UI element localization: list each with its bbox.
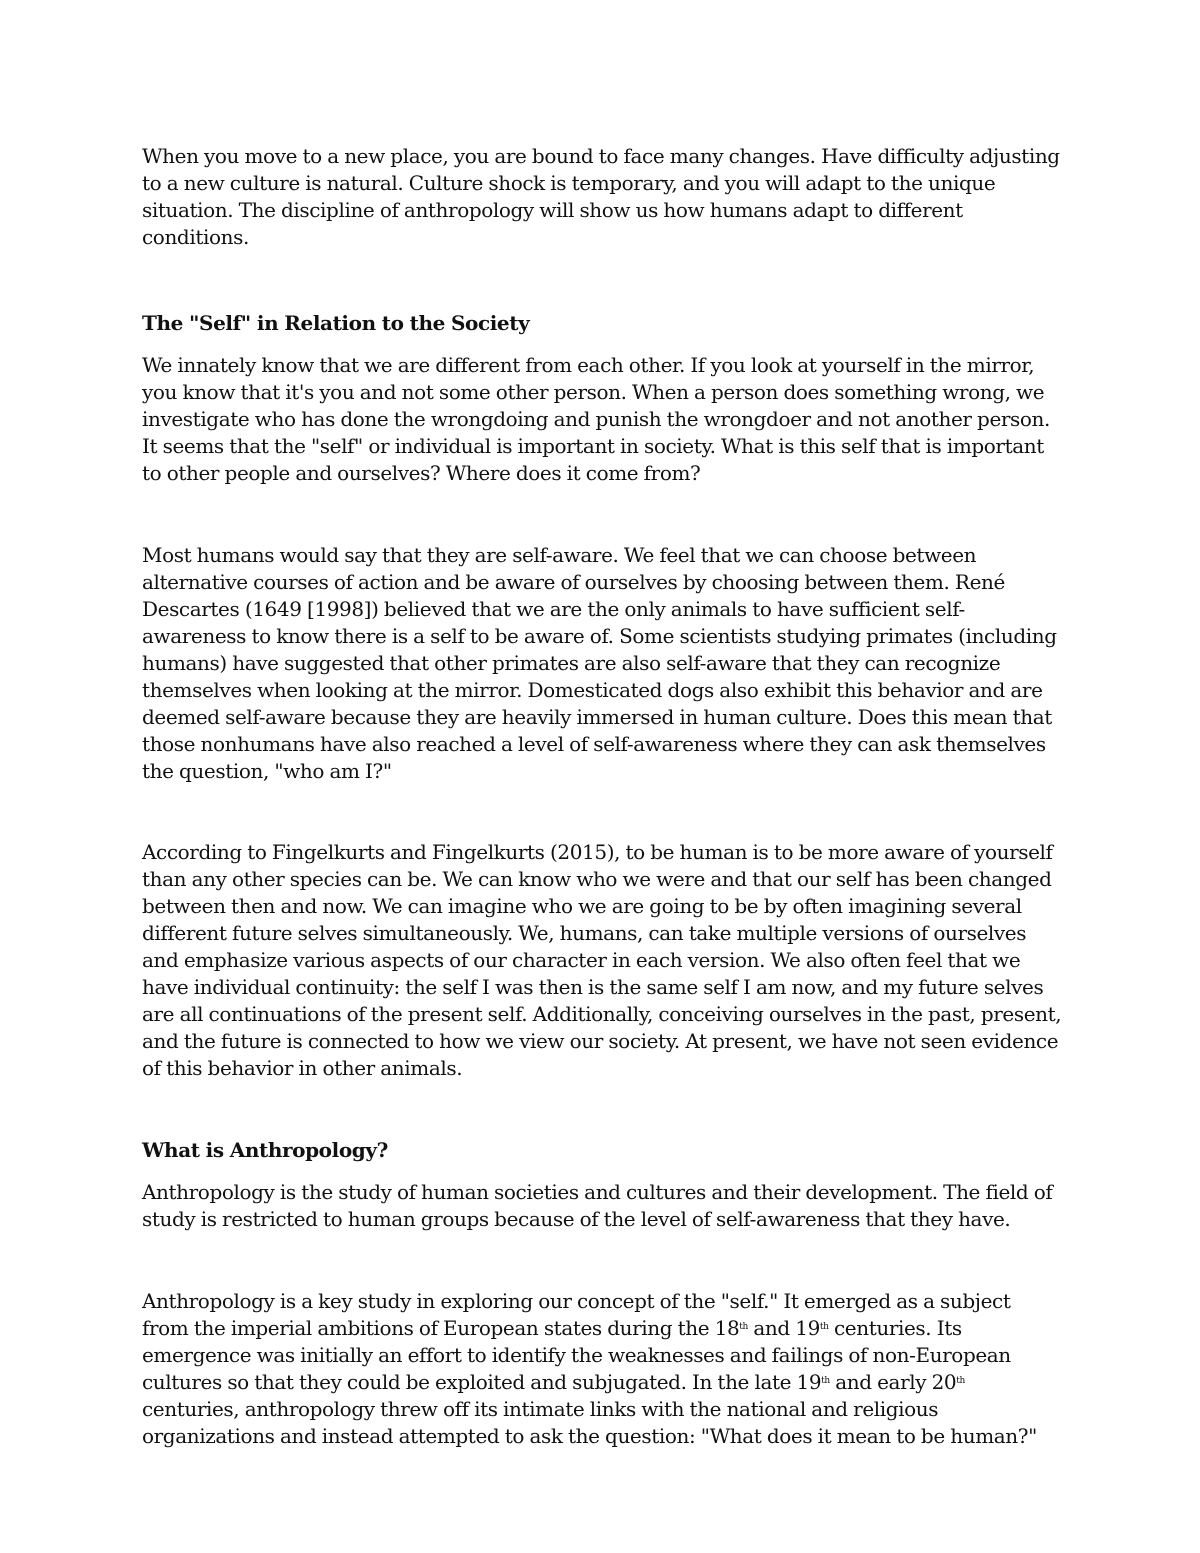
p2-text-5: centuries, anthropology threw off its intimate links with the national and religious organizations and instead attempted to ask the question: "What does it mean to be human?" xyxy=(142,1397,1037,1448)
ordinal-suffix: th xyxy=(956,1376,965,1386)
anthropology-paragraph-1: Anthropology is the study of human societies and cultures and their development. The field of study is restricted to human groups because of the level of self-awareness that they have. xyxy=(142,1180,1053,1231)
self-paragraph-1: We innately know that we are different from each other. If you look at yourself in the mirror, you know that it's you and not some other person. When a person does something wrong, we investigate who has done the wrongdoing and punish the wrongdoer and not another person. It seems that the "self" or individual is important in society. What is this self that is important to other people and ourselves? Where does it come from? xyxy=(142,353,1050,485)
ordinal-suffix: th xyxy=(739,1322,748,1332)
anthropology-paragraph-2 xyxy=(142,1288,1062,1450)
p2-text-3: centuries. Its emergence was initially an effort to identify the weaknesses and failings of non-European cultures so that they could be exploited and subjugated. In the late 19 xyxy=(142,1316,1011,1394)
intro-paragraph: When you move to a new place, you are bound to face many changes. Have difficulty adjusting to a new culture is natural. Culture shock is temporary, and you will adapt to the unique situation. The discipline of anthropology will show us how humans adapt to different conditions. xyxy=(142,144,1060,249)
document-page xyxy=(142,143,1062,1450)
section-heading-anthropology: What is Anthropology? xyxy=(142,1138,388,1162)
p2-text-4: and early 20 xyxy=(829,1370,957,1394)
self-paragraph-2: Most humans would say that they are self-aware. We feel that we can choose between alternative courses of action and be aware of ourselves by choosing between them. René Descartes (1649 [1998]) believed that we are the only animals to have sufficient self-awareness to know there is a self to be aware of. Some scientists studying primates (including humans) have suggested that other primates are also self-aware that they can recognize themselves when looking at the mirror. Domesticated dogs also exhibit this behavior and are deemed self-aware because they are heavily immersed in human culture. Does this mean that those nonhumans have also reached a level of self-awareness where they can ask themselves the question, "who am I?" xyxy=(142,543,1057,783)
p2-text-2: and 19 xyxy=(747,1316,820,1340)
p2-text-1: Anthropology is a key study in exploring our concept of the "self." It emerged as a subject from the imperial ambitions of European states during the 18 xyxy=(142,1289,1011,1340)
ordinal-suffix: th xyxy=(819,1322,829,1332)
section-heading-self: The "Self" in Relation to the Society xyxy=(142,311,530,335)
self-paragraph-3: According to Fingelkurts and Fingelkurts (2015), to be human is to be more aware of yourself than any other species can be. We can know who we were and that our self has been changed between then and now. We can imagine who we are going to be by often imagining several different future selves simultaneously. We, humans, can take multiple versions of ourselves and emphasize various aspects of our character in each version. We also often feel that we have individual continuity: the self I was then is the same self I am now, and my future selves are all continuations of the present self. Additionally, conceiving ourselves in the past, present, and the future is connected to how we view our society. At present, we have not seen evidence of this behavior in other animals. xyxy=(142,840,1062,1080)
ordinal-suffix: th xyxy=(821,1376,830,1386)
